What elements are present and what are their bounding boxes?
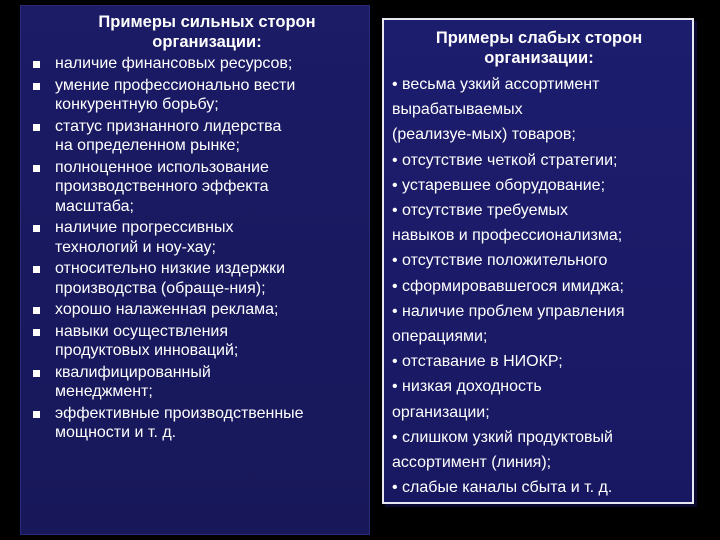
strength-item-text: навыки осуществления	[55, 322, 229, 340]
square-bullet-icon	[33, 307, 40, 314]
weakness-line: организации;	[392, 403, 490, 421]
square-bullet-icon	[33, 61, 40, 68]
weakness-line: вырабатываемых	[392, 101, 523, 119]
strength-item	[29, 259, 363, 298]
strengths-panel	[20, 5, 370, 535]
strength-item-text: масштаба;	[55, 197, 134, 215]
weakness-line: • устаревшее оборудование;	[392, 176, 606, 194]
strengths-title-line-1: Примеры сильных сторон	[98, 13, 316, 31]
strength-item-text: на определенном рынке;	[55, 137, 240, 154]
weakness-line: • отставание в НИОКР;	[392, 353, 563, 371]
strength-item-text: конкурентную борьбу;	[55, 96, 219, 113]
weakness-line: (реализуе-мых) товаров;	[392, 126, 576, 144]
strength-item	[29, 117, 363, 156]
strength-item-text: относительно низкие издержки	[55, 260, 285, 277]
strength-item-text: хорошо налаженная реклама;	[55, 301, 279, 318]
weakness-line: • слишком узкий продуктовый	[392, 428, 613, 446]
strength-item-text: производства (обраще-ния);	[55, 279, 266, 297]
weaknesses-title	[392, 28, 686, 68]
strength-item	[29, 158, 363, 217]
strength-item-text: полноценное использование	[55, 158, 269, 176]
strength-item-text: технологий и ноу-хау;	[55, 238, 216, 256]
weakness-line: • слабые каналы сбыта и т. д.	[392, 479, 613, 497]
weakness-line: • отсутствие положительного	[392, 252, 608, 270]
weakness-line: ассортимент (линия);	[392, 454, 552, 472]
weaknesses-title-line-1: Примеры слабых сторон	[435, 29, 643, 47]
square-bullet-icon	[33, 225, 40, 232]
strengths-title-line-2: организации:	[152, 33, 262, 51]
square-bullet-icon	[33, 370, 40, 377]
square-bullet-icon	[33, 329, 40, 336]
weakness-line: • низкая доходность	[392, 378, 542, 396]
strength-item-text: эффективные производственные	[55, 404, 304, 422]
strength-item-text: умение профессионально вести	[55, 76, 296, 94]
weakness-line: навыков и профессионализма;	[392, 227, 623, 245]
strength-item	[29, 300, 363, 320]
strength-item	[29, 218, 363, 257]
weakness-line: • наличие проблем управления	[392, 302, 625, 320]
strength-item	[29, 76, 363, 115]
strength-item-text: наличие финансовых ресурсов;	[55, 55, 293, 72]
strengths-title	[29, 12, 363, 52]
weakness-line: • отсутствие требуемых	[392, 202, 568, 220]
square-bullet-icon	[33, 411, 40, 418]
weaknesses-list	[392, 72, 686, 500]
square-bullet-icon	[33, 124, 40, 131]
strength-item-text: менеджмент;	[55, 383, 153, 400]
strength-item	[29, 363, 363, 402]
square-bullet-icon	[33, 165, 40, 172]
strength-item-text: квалифицированный	[55, 363, 211, 381]
square-bullet-icon	[33, 83, 40, 90]
strength-item-text: производственного эффекта	[55, 178, 269, 195]
weaknesses-title-line-2: организации:	[484, 49, 594, 67]
strength-item-text: наличие прогрессивных	[55, 219, 234, 236]
strength-item-text: продуктовых инноваций;	[55, 342, 239, 359]
strength-item-text: мощности и т. д.	[55, 424, 177, 441]
weakness-line: • сформировавшегося имиджа;	[392, 277, 624, 295]
strength-item	[29, 404, 363, 443]
strength-item-text: статус признанного лидерства	[55, 117, 282, 135]
strength-item	[29, 54, 363, 74]
weakness-line: • весьма узкий ассортимент	[392, 76, 600, 93]
weakness-line: • отсутствие четкой стратегии;	[392, 151, 618, 169]
weakness-line: операциями;	[392, 328, 488, 346]
strength-item	[29, 322, 363, 361]
strengths-list	[29, 54, 363, 443]
weaknesses-panel	[382, 18, 694, 504]
square-bullet-icon	[33, 266, 40, 273]
